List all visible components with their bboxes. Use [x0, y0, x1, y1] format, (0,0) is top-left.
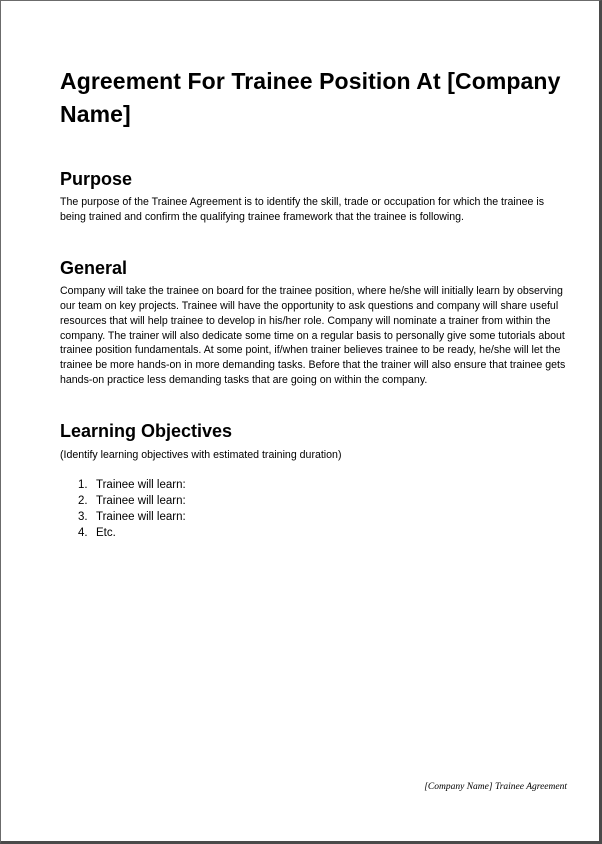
learning-objectives-note: (Identify learning objectives with estimated training duration)	[60, 449, 342, 462]
list-item-text: Trainee will learn:	[96, 495, 186, 508]
learning-objectives-heading: Learning Objectives	[60, 421, 233, 442]
general-paragraph: Company will take the trainee on board for the trainee position, where he/she will initially learn by observing our team on key projects. Trainee will have the opportunity to ask questions and company will share useful resources that will help trainee to develop in his/her role. Company will nominate a trainer from within the company. The trainer will also dedicate some time on a regular basis to personally give some tutorials about trainee position fundamentals. At some point, if/when trainer believes trainee to be ready, he/she will let the trainee be more hands-on in more demanding tasks. Before that the trainer will also ensure that trainee gets hands-on practice less demanding tasks that are going on within the company.	[60, 285, 566, 386]
list-item-text: Etc.	[96, 527, 116, 540]
purpose-heading: Purpose	[60, 169, 133, 189]
list-item	[60, 493, 572, 509]
list-item-text: Trainee will learn:	[96, 511, 186, 524]
general-heading: General	[60, 258, 128, 279]
page-footer: [Company Name] Trainee Agreement	[424, 782, 567, 792]
list-item-number: 4.	[78, 527, 88, 540]
purpose-paragraph: The purpose of the Trainee Agreement is to identify the skill, trade or occupation for which the trainee is being trained and confirm the qualifying trainee framework that the trainee is following.	[60, 196, 545, 223]
learning-objectives-list	[60, 477, 572, 541]
list-item-text: Trainee will learn:	[96, 479, 186, 492]
document-content	[60, 65, 572, 541]
list-item	[60, 525, 572, 541]
list-item-number: 3.	[78, 511, 88, 524]
list-item	[60, 509, 572, 525]
list-item	[60, 477, 572, 493]
list-item-number: 1.	[78, 479, 88, 492]
list-item-number: 2.	[78, 495, 88, 508]
document-title: Agreement For Trainee Position At [Company Name]	[60, 68, 561, 127]
